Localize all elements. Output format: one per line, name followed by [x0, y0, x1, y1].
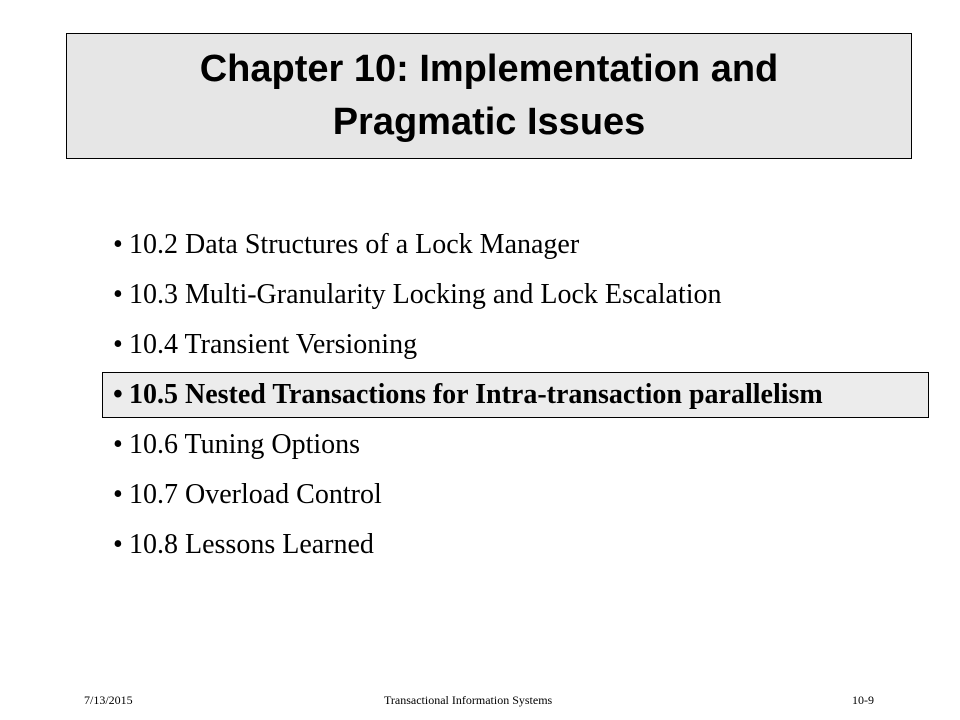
bullet-icon: • [113, 329, 123, 360]
section-item-10-6 [113, 420, 823, 470]
section-item-label: 10.6 Tuning Options [129, 429, 361, 460]
section-item-10-4 [113, 320, 823, 370]
bullet-icon: • [113, 229, 123, 260]
section-item-label: 10.8 Lessons Learned [129, 529, 374, 560]
footer-page-number: 10-9 [852, 693, 874, 707]
section-item-10-2 [113, 220, 823, 270]
section-item-label: 10.2 Data Structures of a Lock Manager [129, 229, 580, 260]
slide-title-line-1: Chapter 10: Implementation and [199, 48, 779, 90]
footer-date: 7/13/2015 [84, 693, 133, 707]
bullet-icon: • [113, 529, 123, 560]
slide-title-line-2: Pragmatic Issues [332, 101, 646, 143]
slide-title-box [66, 33, 912, 159]
section-item-label: 10.4 Transient Versioning [129, 329, 418, 360]
bullet-icon: • [113, 379, 123, 410]
bullet-icon: • [113, 479, 123, 510]
section-item-label: 10.7 Overload Control [129, 479, 382, 510]
section-item-10-5-highlighted [113, 370, 823, 420]
section-item-label: 10.5 Nested Transactions for Intra-transaction parallelism [129, 379, 823, 410]
section-item-10-7 [113, 470, 823, 520]
section-list [113, 220, 823, 570]
section-item-10-3 [113, 270, 823, 320]
bullet-icon: • [113, 279, 123, 310]
bullet-icon: • [113, 429, 123, 460]
section-item-10-8 [113, 520, 823, 570]
section-item-label: 10.3 Multi-Granularity Locking and Lock Escalation [129, 279, 722, 310]
footer-course-title: Transactional Information Systems [384, 693, 553, 707]
